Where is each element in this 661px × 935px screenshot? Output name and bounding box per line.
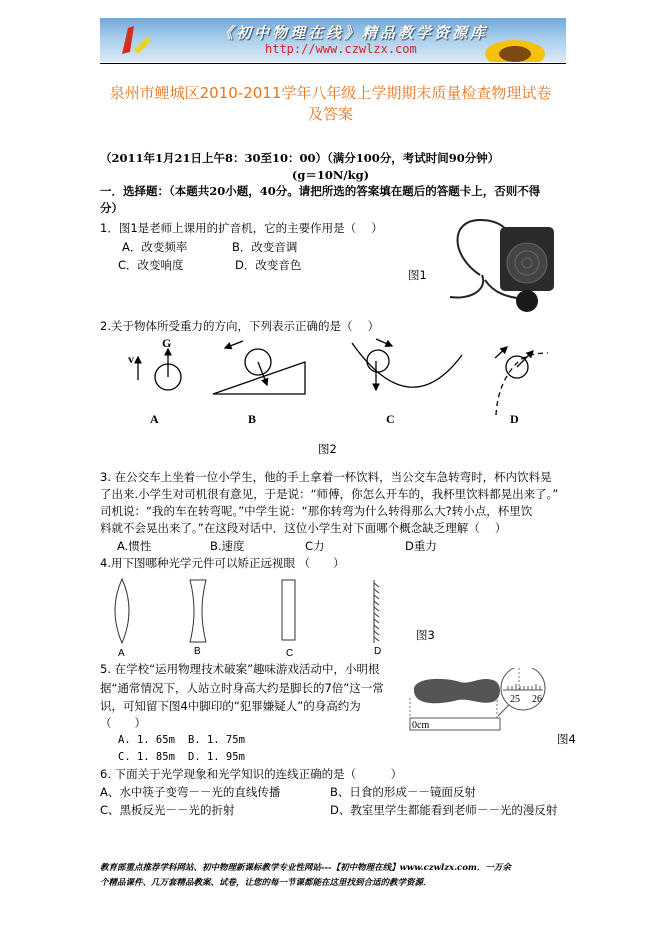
banner-divider — [100, 63, 566, 64]
question-6-option-b: B、日食的形成－－镜面反射 — [330, 785, 476, 799]
gravity-label: G — [162, 336, 172, 350]
question-3-option-a: A.惯性 — [117, 539, 152, 553]
footprint — [414, 679, 500, 703]
banner-title: 《初中物理在线》精品教学资源库 — [218, 24, 489, 42]
gravity-note: (g＝10N/kg) — [291, 168, 370, 182]
footer-line: 个精品课件、几万套精品教案、试卷，让您的每一节课都能在这里找到合适的教学资源． — [100, 878, 432, 888]
page-title-line2: 及答案 — [307, 105, 353, 123]
figure-4-footprint-ruler — [408, 668, 548, 738]
ruler-label-zero: 0cm — [412, 720, 430, 731]
figure-3-label-c: C — [286, 648, 294, 659]
convex-lens — [115, 579, 129, 643]
question-3-option-d: D重力 — [405, 539, 437, 553]
figure-2-panel-c — [352, 339, 462, 390]
figure-3-optical-elements — [100, 575, 400, 660]
site-banner — [100, 18, 566, 62]
question-3-line: 3. 在公交车上坐着一位小学生，他的手上拿着一杯饮料，当公交车急转弯时，杯内饮料晃 — [100, 470, 552, 484]
figure-2-label-a: A — [150, 412, 159, 426]
site-logo-icon — [118, 24, 154, 58]
velocity-label: v — [128, 352, 134, 366]
figure-2-label-d: D — [510, 412, 519, 426]
question-6-option-a: A、水中筷子变弯－－光的直线传播 — [100, 785, 281, 799]
glass-slab — [282, 580, 295, 640]
figure-2-panel-a — [138, 349, 181, 390]
figure-2-label-c: C — [386, 412, 395, 426]
section-heading-line2: 分） — [100, 201, 123, 215]
question-1-option-c: C．改变响度 — [118, 258, 184, 272]
footer-line: 教育部重点推荐学科网站、初中物理新课标教学专业性网站---【初中物理在线】www.czwlzx.com．一万余 — [100, 863, 511, 873]
question-1-option-a: A．改变频率 — [122, 240, 188, 254]
question-5-line: 据“通常情况下，人站立时身高大约是脚长的7倍”这一常 — [100, 681, 384, 695]
exam-info: （2011年1月21日上午8：30至10：00）（满分100分，考试时间90分钟） — [100, 151, 500, 165]
question-1-option-b: B．改变音调 — [232, 240, 298, 254]
banner-url: http://www.czwlzx.com — [265, 42, 417, 56]
figure-2-label-b: B — [248, 412, 257, 426]
question-3-line: 料就不会晃出来了。”在这段对话中．这位小学生对下面哪个概念缺乏理解（ ） — [100, 521, 507, 535]
figure-3-label-d: D — [374, 646, 382, 657]
question-5-option-c: C. 1. 85m — [118, 751, 175, 763]
plane-mirror — [374, 580, 379, 643]
question-3-option-c: C力 — [305, 539, 325, 553]
section-heading: 一．选择题：（本题共20小题，40分。请把所选的答案填在题后的答题卡上，否则不得 — [100, 184, 541, 198]
figure-2-panel-d — [495, 347, 548, 415]
question-5-option-b: B. 1. 75m — [188, 734, 245, 746]
page-title: 泉州市鲤城区2010-2011学年八年级上学期期末质量检查物理试卷 — [109, 84, 552, 102]
question-6-option-c: C、黑板反光－－光的折射 — [100, 803, 235, 817]
question-5-line: （ ） — [100, 716, 146, 730]
question-6-option-d: D、教室里学生都能看到老师－－光的漫反射 — [330, 803, 558, 817]
question-1-option-d: D．改变音色 — [235, 258, 302, 272]
figure-2-gravity-diagrams — [100, 335, 560, 430]
question-5-option-d: D. 1. 95m — [188, 751, 245, 763]
question-2-stem: 2.关于物体所受重力的方向，下列表示正确的是（ ） — [100, 319, 380, 333]
question-3-option-b: B.速度 — [210, 539, 245, 553]
question-5-line: 5. 在学校“运用物理技术破案”趣味游戏活动中，小明根 — [100, 662, 380, 676]
ruler-label-26: 26 — [532, 694, 542, 705]
figure-3-label-b: B — [194, 646, 201, 657]
concave-lens — [190, 580, 206, 642]
figure-2-label: 图2 — [318, 442, 337, 456]
figure-1-amplifier-image — [440, 215, 560, 315]
figure-3-label: 图3 — [416, 628, 435, 642]
ruler-label-25: 25 — [510, 694, 520, 705]
question-5-line: 识，可知留下图4中脚印的“犯罪嫌疑人”的身高约为 — [100, 699, 361, 713]
question-3-line: 了出来.小学生对司机很有意见，于是说：“师傅，你怎么开车的，我杯里饮料都晃出来了。” — [100, 487, 559, 501]
figure-2-panel-b — [213, 341, 305, 394]
figure-4-label: 图4 — [557, 732, 576, 746]
question-5-option-a: A. 1. 65m — [118, 734, 175, 746]
figure-3-label-a: A — [118, 648, 125, 659]
figure-1-label: 图1 — [408, 268, 427, 282]
question-6-stem: 6. 下面关于光学现象和光学知识的连线正确的是（ ） — [100, 767, 403, 781]
question-1-stem: 1．图1是老师上课用的扩音机，它的主要作用是（ ） — [100, 221, 383, 235]
question-3-line: 司机说：“我的车在转弯呢。”中学生说：“那你转弯为什么转得那么大?转小点，杯里饮 — [100, 504, 533, 518]
question-4-stem: 4.用下图哪种光学元件可以矫正远视眼 （ ） — [100, 556, 345, 570]
sunflower-icon — [480, 32, 550, 62]
